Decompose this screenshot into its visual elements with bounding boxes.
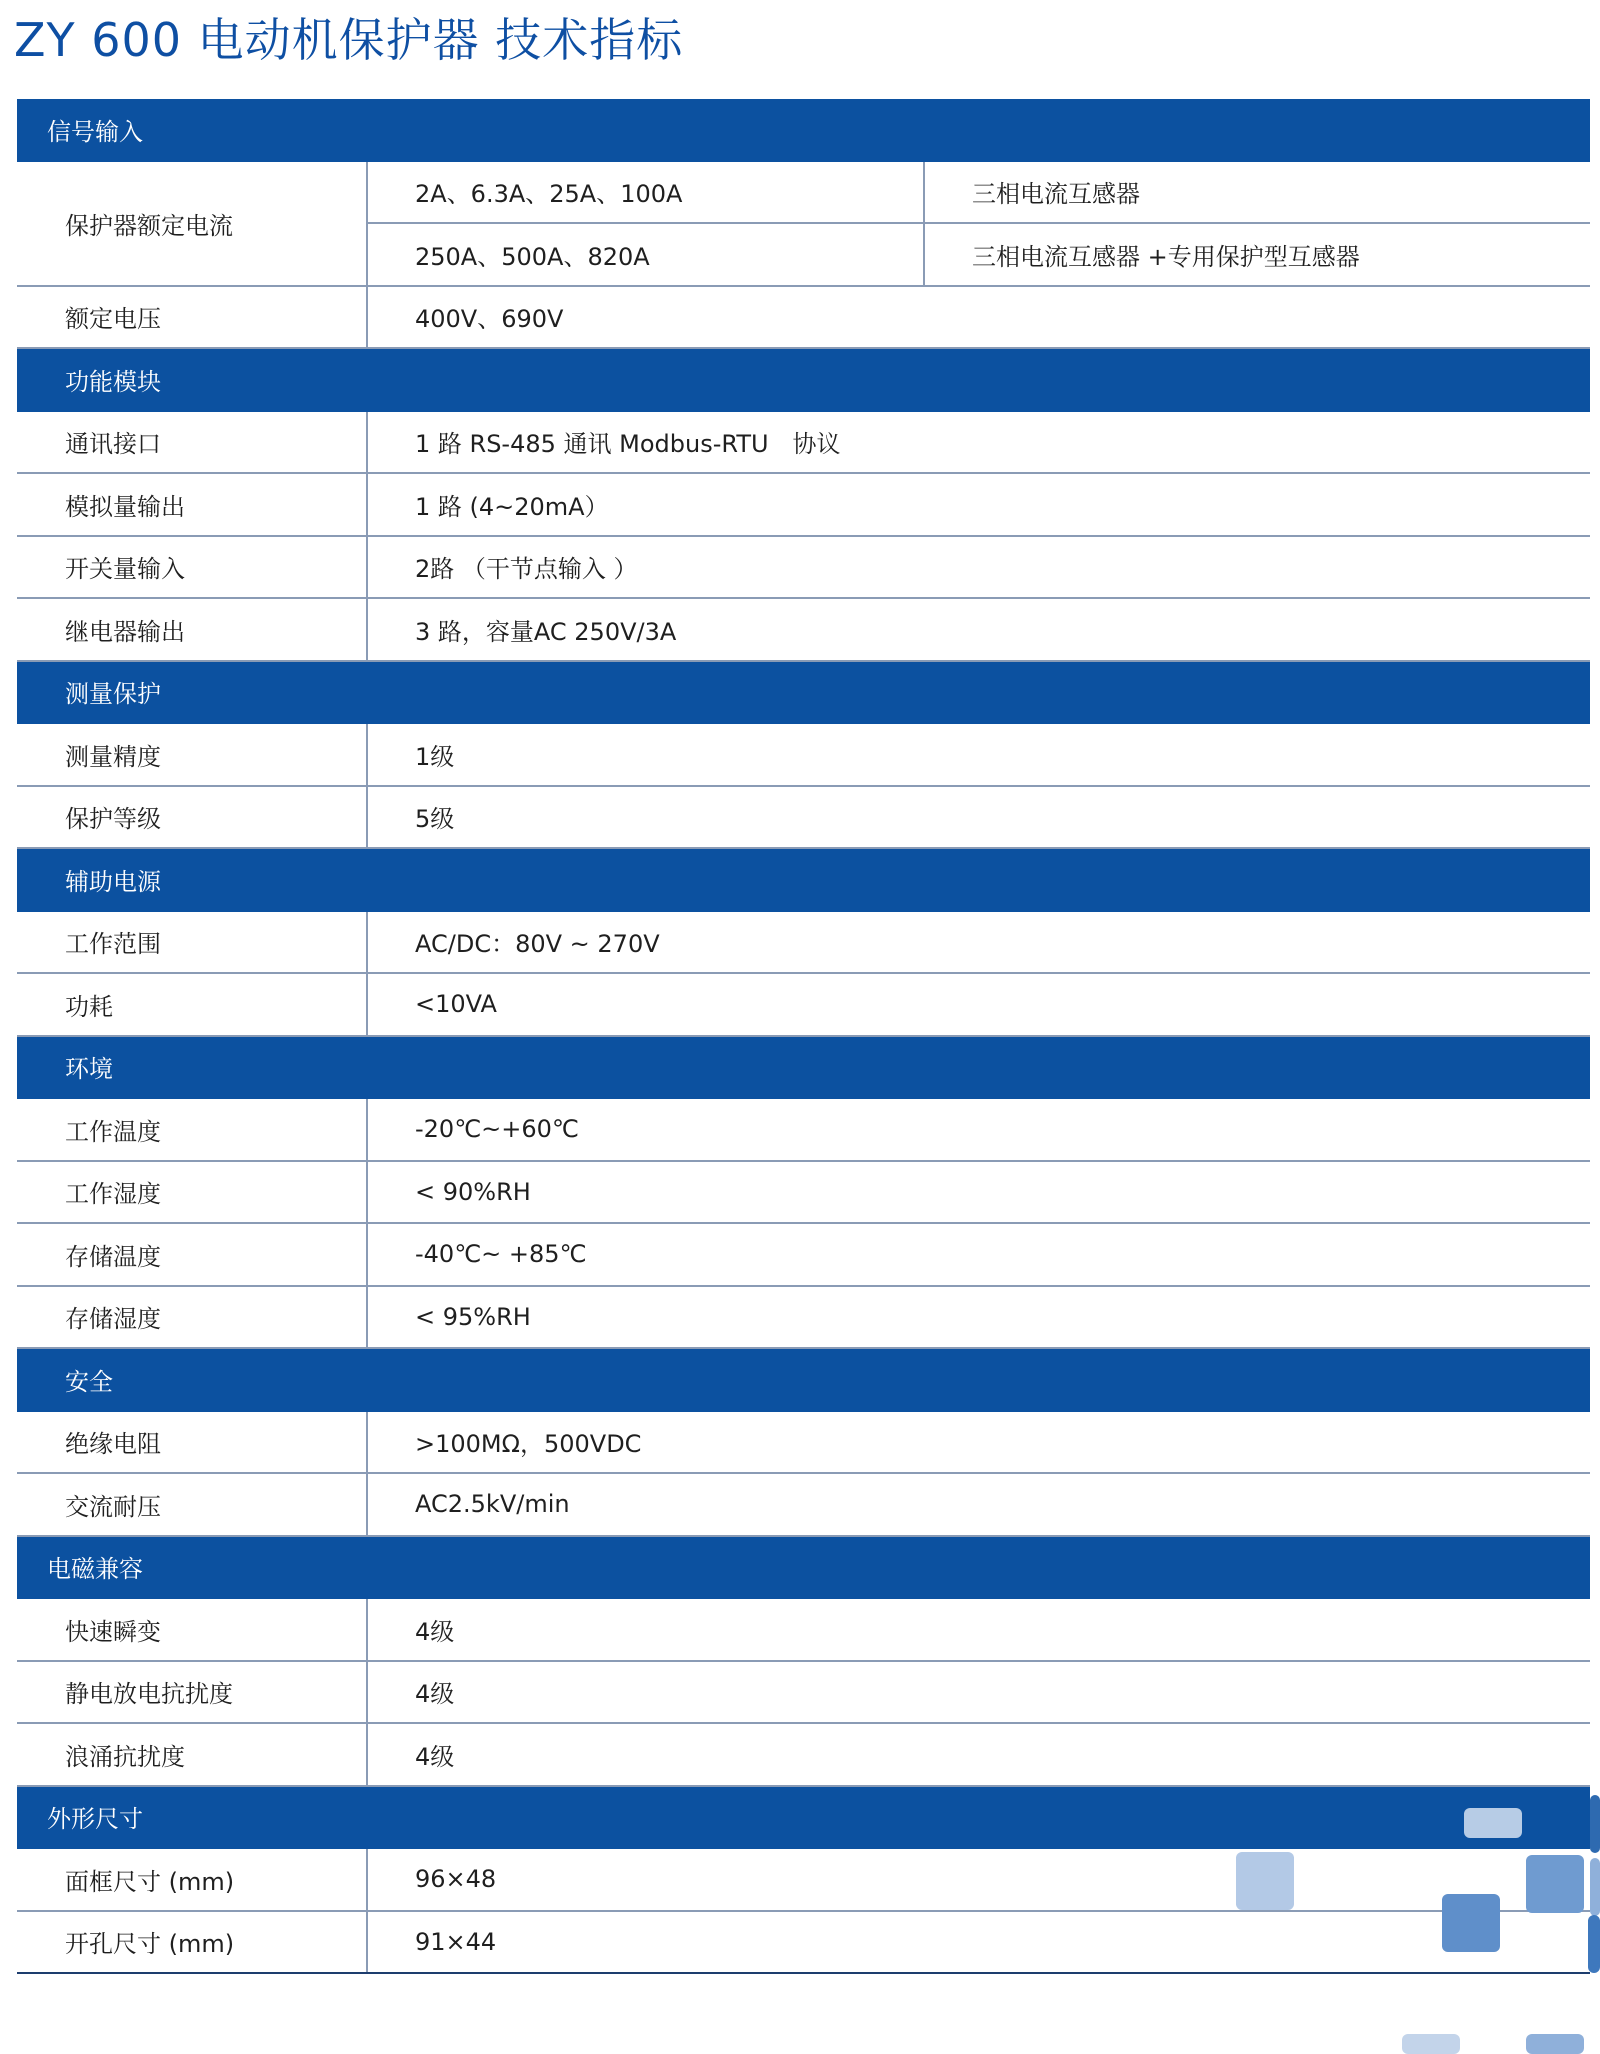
section-header-signal-input xyxy=(17,99,1590,161)
deco-square xyxy=(1526,1855,1584,1913)
deco-square xyxy=(1590,1795,1600,1853)
row-value: 4级 xyxy=(367,1598,1590,1661)
table-row xyxy=(17,1473,1590,1536)
row-value: -40℃~ +85℃ xyxy=(367,1223,1590,1286)
spec-table xyxy=(17,99,1590,1974)
row-value: < 95%RH xyxy=(367,1286,1590,1349)
row-value: >100MΩ，500VDC xyxy=(367,1411,1590,1474)
row-value: AC/DC：80V ~ 270V xyxy=(367,911,1590,974)
row-value: 4级 xyxy=(367,1723,1590,1786)
table-row xyxy=(17,1598,1590,1661)
row-label: 功耗 xyxy=(17,973,367,1036)
table-row xyxy=(17,536,1590,599)
row-label: 开孔尺寸 (mm) xyxy=(17,1911,367,1974)
section-title: 信号输入 xyxy=(17,99,1590,161)
table-row xyxy=(17,723,1590,786)
row-value: 1 路 RS-485 通讯 Modbus-RTU 协议 xyxy=(367,411,1590,474)
table-row xyxy=(17,1848,1590,1911)
row-label: 模拟量输出 xyxy=(17,473,367,536)
row-label: 存储温度 xyxy=(17,1223,367,1286)
section-header-emc xyxy=(17,1536,1590,1599)
row-label: 保护器额定电流 xyxy=(17,161,367,286)
row-label: 保护等级 xyxy=(17,786,367,849)
row-label: 面框尺寸 (mm) xyxy=(17,1848,367,1911)
section-header-auxiliary-power xyxy=(17,848,1590,911)
row-label: 浪涌抗扰度 xyxy=(17,1723,367,1786)
section-header-dimensions xyxy=(17,1786,1590,1849)
row-label: 工作范围 xyxy=(17,911,367,974)
deco-square xyxy=(1442,1894,1500,1952)
row-value: 3 路，容量AC 250V/3A xyxy=(367,598,1590,661)
table-row xyxy=(17,1286,1590,1349)
row-label: 静电放电抗扰度 xyxy=(17,1661,367,1724)
row-label: 工作温度 xyxy=(17,1098,367,1161)
table-row xyxy=(17,1223,1590,1286)
table-row xyxy=(17,473,1590,536)
row-label: 通讯接口 xyxy=(17,411,367,474)
section-title: 功能模块 xyxy=(17,348,1590,411)
row-value: 5级 xyxy=(367,786,1590,849)
table-row xyxy=(17,973,1590,1036)
row-label: 工作湿度 xyxy=(17,1161,367,1224)
section-title: 电磁兼容 xyxy=(17,1536,1590,1599)
row-label: 绝缘电阻 xyxy=(17,1411,367,1474)
row-label: 快速瞬变 xyxy=(17,1598,367,1661)
section-header-environment xyxy=(17,1036,1590,1099)
transformer-type: 三相电流互感器 xyxy=(924,161,1590,224)
deco-square xyxy=(1402,2034,1460,2054)
table-row xyxy=(17,786,1590,849)
row-value: 91×44 xyxy=(367,1911,1590,1974)
row-label: 交流耐压 xyxy=(17,1473,367,1536)
section-title: 辅助电源 xyxy=(17,848,1590,911)
table-row xyxy=(17,911,1590,974)
table-row xyxy=(17,1098,1590,1161)
table-row xyxy=(17,1411,1590,1474)
page-title: ZY 600 电动机保护器 技术指标 xyxy=(14,13,684,67)
table-row xyxy=(17,598,1590,661)
transformer-type: 三相电流互感器 +专用保护型互感器 xyxy=(924,223,1590,286)
row-label: 额定电压 xyxy=(17,286,367,349)
section-title: 测量保护 xyxy=(17,661,1590,724)
row-value: 96×48 xyxy=(367,1848,1590,1911)
table-row xyxy=(17,1911,1590,1974)
row-value: <10VA xyxy=(367,973,1590,1036)
row-label: 开关量输入 xyxy=(17,536,367,599)
row-value: AC2.5kV/min xyxy=(367,1473,1590,1536)
row-value: 1 路 (4~20mA） xyxy=(367,473,1590,536)
table-row xyxy=(17,1723,1590,1786)
table-row xyxy=(17,1161,1590,1224)
deco-square xyxy=(1526,2034,1584,2054)
row-label: 继电器输出 xyxy=(17,598,367,661)
deco-square xyxy=(1590,1858,1600,1916)
row-label: 存储湿度 xyxy=(17,1286,367,1349)
table-row xyxy=(17,161,1590,224)
section-header-function-modules xyxy=(17,348,1590,411)
row-label: 测量精度 xyxy=(17,723,367,786)
section-title: 环境 xyxy=(17,1036,1590,1099)
table-row xyxy=(17,1661,1590,1724)
deco-square xyxy=(1588,1915,1600,1973)
section-header-measurement-protection xyxy=(17,661,1590,724)
row-value: 1级 xyxy=(367,723,1590,786)
section-title: 安全 xyxy=(17,1348,1590,1411)
row-value: -20℃~+60℃ xyxy=(367,1098,1590,1161)
table-row xyxy=(17,286,1590,349)
section-title: 外形尺寸 xyxy=(17,1786,1590,1849)
row-value: < 90%RH xyxy=(367,1161,1590,1224)
row-value: 4级 xyxy=(367,1661,1590,1724)
deco-square xyxy=(1464,1808,1522,1838)
deco-square xyxy=(1236,1852,1294,1910)
section-header-safety xyxy=(17,1348,1590,1411)
rated-current-values: 250A、500A、820A xyxy=(367,223,924,286)
table-row xyxy=(17,411,1590,474)
rated-current-values: 2A、6.3A、25A、100A xyxy=(367,161,924,224)
row-value: 2路 （干节点输入 ） xyxy=(367,536,1590,599)
row-value: 400V、690V xyxy=(367,286,1590,349)
